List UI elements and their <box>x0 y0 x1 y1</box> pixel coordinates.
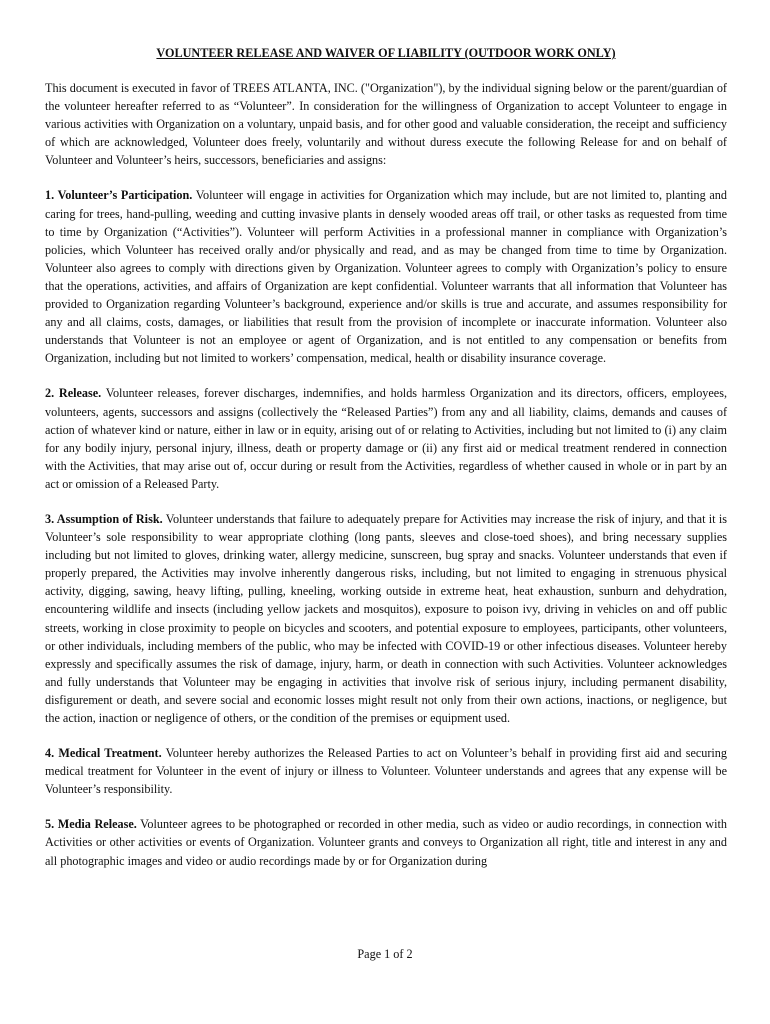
document-page <box>45 44 727 887</box>
section-heading: 1. Volunteer’s Participation. <box>45 188 193 203</box>
section-release <box>45 384 727 493</box>
section-body: Volunteer releases, forever discharges, indemnifies, and holds harmless Organization and its directors, officers, employees, volunteers, agents, successors and assigns (collectively the “Released Parties”) from any and all liability, claims, demands and causes of action of whatever kind or nature, either in law or in equity, arising out of or relating to Activities, including but not limited to (i) any claim for any bodily injury, personal injury, illness, death or property damage or (ii) any first aid or medical treatment rendered in connection with the Activities, that may arise out of, occur during or result from the Activities, regardless of whether caused in whole or in part by an act or omission of a Released Party. <box>45 386 727 491</box>
section-assumption-of-risk <box>45 510 727 727</box>
section-body: Volunteer will engage in activities for Organization which may include, but are not limited to, planting and caring for trees, hand-pulling, weeding and cutting invasive plants in densely wooded areas off trail, or other tasks as requested from time to time by Organization (“Activities”). Volunteer will perform Activities in a professional manner in compliance with Organization’s policies, which Volunteer has received orally and/or physically and read, and as may be changed from time to time by Organization. Volunteer also agrees to comply with directions given by Organization. Volunteer agrees to comply with Organization’s policy to ensure that the operations, activities, and affairs of Organization are kept confidential. Volunteer warrants that all information that Volunteer has provided to Organization regarding Volunteer’s background, experience and/or skills is true and accurate, and assumes responsibility for any and all claims, costs, damages, or liabilities that result from the provision of incomplete or inaccurate information. Volunteer also understands that Volunteer is not an employee or agent of Organization, and is not entitled to any compensation or benefits from Organization, including but not limited to workers’ compensation, medical, health or disability insurance coverage. <box>45 188 727 366</box>
document-title: VOLUNTEER RELEASE AND WAIVER OF LIABILITY (OUTDOOR WORK ONLY) <box>156 46 616 60</box>
section-heading: 2. Release. <box>45 386 102 401</box>
section-heading: 4. Medical Treatment. <box>45 746 162 761</box>
section-body: Volunteer hereby authorizes the Released Parties to act on Volunteer’s behalf in providing first aid and securing medical treatment for Volunteer in the event of injury or illness to Volunteer. Volunteer understands and agrees that any expense will be Volunteer’s responsibility. <box>45 746 727 797</box>
section-heading: 5. Media Release. <box>45 817 137 832</box>
page-number: Page 1 of 2 <box>357 947 413 961</box>
section-body: Volunteer understands that failure to adequately prepare for Activities may increase the risk of injury, and that it is Volunteer’s sole responsibility to wear appropriate clothing (long pants, sleeves and close-toed shoes), and bring necessary supplies including but not limited to gloves, drinking water, allergy medicine, sunscreen, bug spray and snacks. Volunteer understands that even if properly prepared, the Activities may involve inherently dangerous risks, including, but not limited to engaging in strenuous physical activity, digging, sawing, heavy lifting, pulling, kneeling, working outside in extreme heat, heat exhaustion, sunburn and dehydration, encountering wildlife and insects (including yellow jackets and mosquitos), exposure to poison ivy, driving in vehicles on and off public streets, working in close proximity to people on bicycles and scooters, and potential exposure to employees, participants, other volunteers, or other individuals, including members of the public, who may be infected with COVID-19 or other infectious diseases. Volunteer hereby expressly and specifically assumes the risk of damage, injury, harm, or death in connection with such Activities. Volunteer acknowledges and fully understands that Volunteer may be engaging in activities that involve risk of serious injury, including permanent disability, disfigurement or death, and severe social and economic losses might result not only from their own actions, inactions, or negligence, but the action, inaction or negligence of others, or the condition of the premises or equipment used. <box>45 511 727 725</box>
section-body: Volunteer agrees to be photographed or recorded in other media, such as video or audio recordings, in connection with Activities or other activities or events of Organization. Volunteer grants and conveys to Organization all right, title and interest in any and all photographic images and video or audio recordings made by or for Organization during <box>45 817 727 868</box>
section-medical-treatment <box>45 744 727 798</box>
section-media-release <box>45 815 727 869</box>
section-participation <box>45 186 727 367</box>
section-heading: 3. Assumption of Risk. <box>45 511 163 526</box>
intro-paragraph: This document is executed in favor of TREES ATLANTA, INC. ("Organization"), by the individual signing below or the parent/guardian of the volunteer hereafter referred to as “Volunteer”. In consideration for the willingness of Organization to accept Volunteer to engage in various activities with Organization on a voluntary, unpaid basis, and for other good and valuable consideration, the receipt and sufficiency of which are acknowledged, Volunteer does freely, voluntarily and without duress execute the following Release for and on behalf of Volunteer and Volunteer’s heirs, successors, beneficiaries and assigns: <box>45 81 727 168</box>
